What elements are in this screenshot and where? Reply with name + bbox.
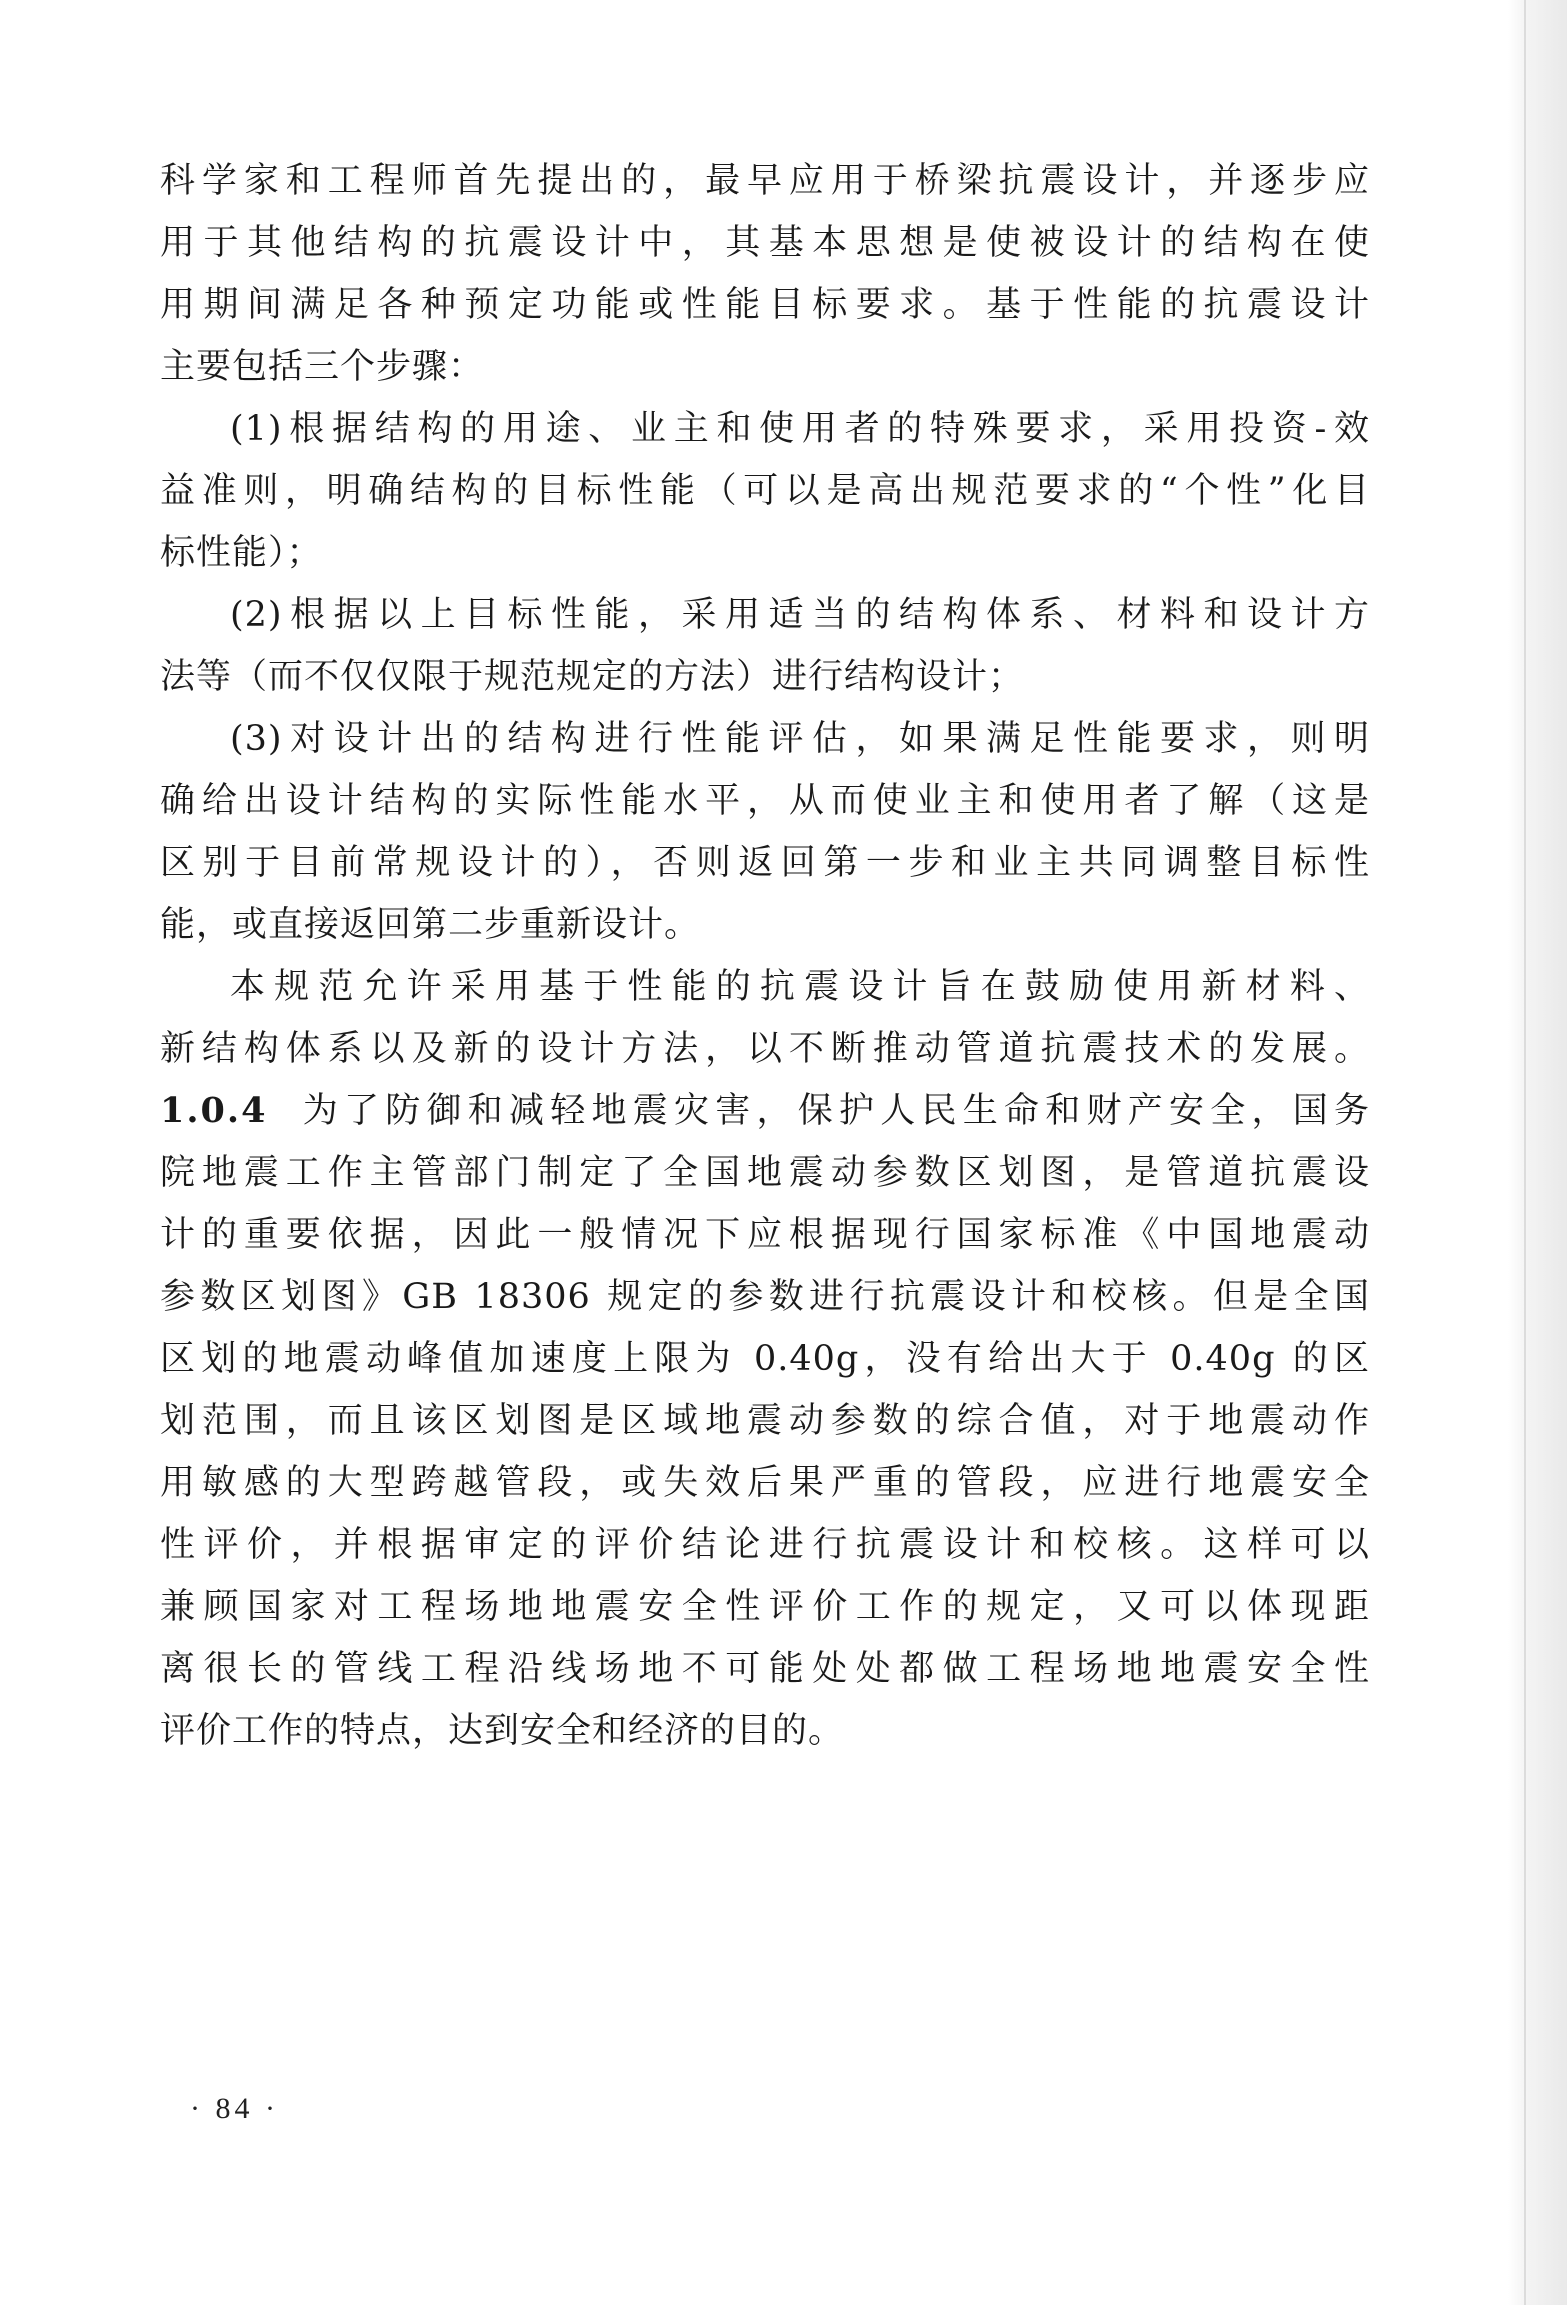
text-line: 益准则，明确结构的目标性能（可以是高出规范要求的“个性”化目 [160, 471, 1370, 511]
text-line: 性评价，并根据审定的评价结论进行抗震设计和校核。这样可以 [160, 1525, 1370, 1565]
text-line: 标性能）； [160, 533, 323, 573]
text-line: 用期间满足各种预定功能或性能目标要求。基于性能的抗震设计 [160, 285, 1370, 325]
text-line: 区别于目前常规设计的），否则返回第一步和业主共同调整目标性 [160, 843, 1370, 883]
text-line: 科学家和工程师首先提出的，最早应用于桥梁抗震设计，并逐步应 [160, 161, 1370, 201]
text-line: 参数区划图》GB 18306 规定的参数进行抗震设计和校核。但是全国 [160, 1277, 1370, 1317]
text-line: 确给出设计结构的实际性能水平，从而使业主和使用者了解（这是 [160, 781, 1370, 821]
section-line [160, 1080, 1370, 1142]
text-line: 计的重要依据，因此一般情况下应根据现行国家标准《中国地震动 [160, 1215, 1370, 1255]
body-text [160, 150, 1370, 1762]
section-number: 1.0.4 [160, 1090, 268, 1131]
text-line: 能，或直接返回第二步重新设计。 [160, 905, 701, 945]
text-line: 划范围，而且该区划图是区域地震动参数的综合值，对于地震动作 [160, 1401, 1370, 1441]
page-edge-shadow [1508, 0, 1567, 2305]
text-line: 法等（而不仅仅限于规范规定的方法）进行结构设计； [160, 657, 1025, 697]
text-line: 主要包括三个步骤： [160, 347, 485, 387]
text-line: 本规范允许采用基于性能的抗震设计旨在鼓励使用新材料、 [230, 967, 1370, 1007]
text-line: 院地震工作主管部门制定了全国地震动参数区划图，是管道抗震设 [160, 1153, 1370, 1193]
page-number: · 84 · [190, 2092, 279, 2125]
text-line: 新结构体系以及新的设计方法，以不断推动管道抗震技术的发展。 [160, 1029, 1370, 1069]
text-line: (1)根据结构的用途、业主和使用者的特殊要求，采用投资-效 [230, 409, 1370, 449]
text-line: 用于其他结构的抗震设计中，其基本思想是使被设计的结构在使 [160, 223, 1370, 263]
text-line: (3)对设计出的结构进行性能评估，如果满足性能要求，则明 [230, 719, 1370, 759]
page-edge-line [1524, 0, 1526, 2305]
text-line: (2)根据以上目标性能，采用适当的结构体系、材料和设计方 [230, 595, 1370, 635]
text-line: 兼顾国家对工程场地地震安全性评价工作的规定，又可以体现距 [160, 1587, 1370, 1627]
text-line: 离很长的管线工程沿线场地不可能处处都做工程场地地震安全性 [160, 1649, 1370, 1689]
text-line: 用敏感的大型跨越管段，或失效后果严重的管段，应进行地震安全 [160, 1463, 1370, 1503]
text-line: 为了防御和减轻地震灾害，保护人民生命和财产安全，国务 [297, 1091, 1370, 1131]
text-line: 区划的地震动峰值加速度上限为 0.40g，没有给出大于 0.40g 的区 [160, 1339, 1370, 1379]
text-line: 评价工作的特点，达到安全和经济的目的。 [160, 1711, 845, 1751]
